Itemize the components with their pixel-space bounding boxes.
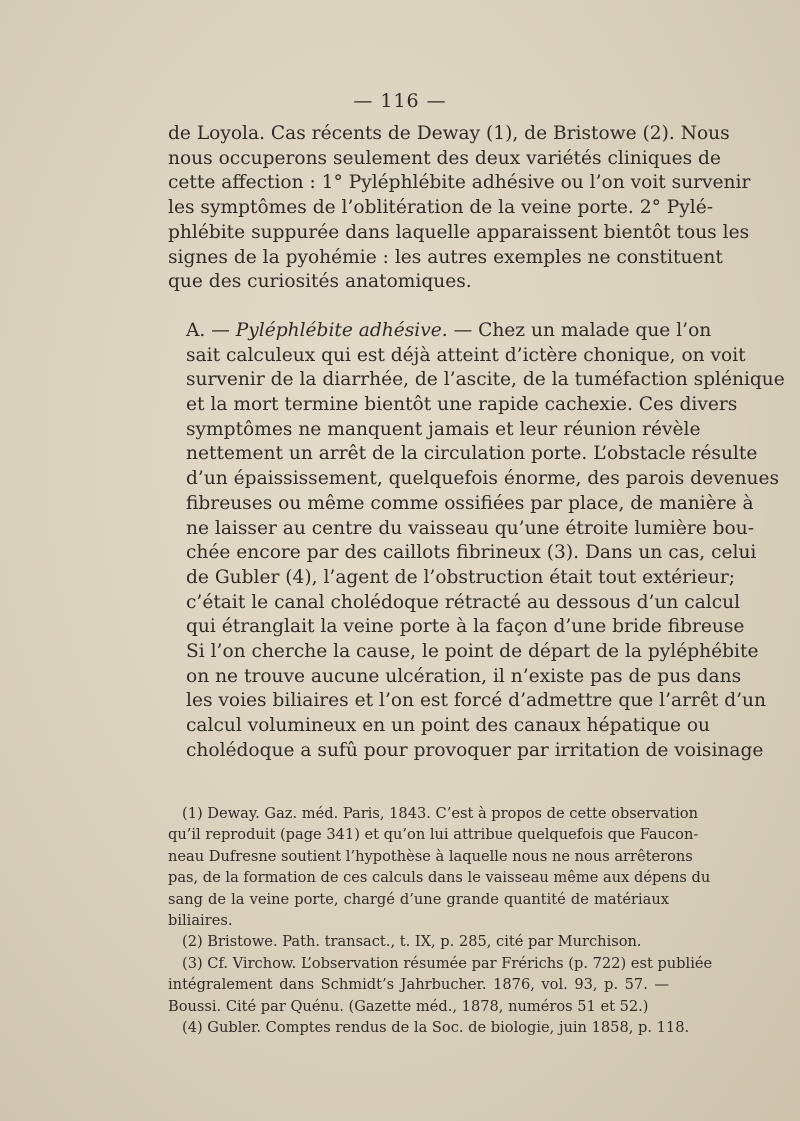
section-heading-title: Pyléphlébite adhésive. xyxy=(235,319,448,341)
footnote-line: (1) Deway. Gaz. méd. Paris, 1843. C’est à propos de cette observation xyxy=(182,805,698,822)
text-line: survenir de la diarrhée, de l’ascite, de la tuméfaction splénique xyxy=(186,369,785,391)
footnote-line: biliaires. xyxy=(168,912,233,930)
text-line: ne laisser au centre du vaisseau qu’une étroite lumière bou- xyxy=(186,517,754,539)
footnotes xyxy=(168,803,713,1038)
text-line: et la mort termine bientôt une rapide cachexie. Ces divers xyxy=(186,394,738,416)
text-line: sait calculeux qui est déjà atteint d’ictère chonique, on voit xyxy=(186,344,746,366)
text-line: nous occuperons seulement des deux variétés cliniques de xyxy=(168,147,721,169)
footnote-line: Boussi. Cité par Quénu. (Gazette méd., 1878, numéros 51 et 52.) xyxy=(168,997,649,1015)
paragraph-2 xyxy=(168,319,785,764)
page-number: — 116 — xyxy=(353,90,447,112)
body-text xyxy=(168,122,785,764)
text-line: cette affection : 1° Pyléphlébite adhésive ou l’on voit survenir xyxy=(168,172,751,194)
text-line: symptômes ne manquent jamais et leur réunion révèle xyxy=(186,418,701,440)
section-heading-suffix: — Chez un malade que l’on xyxy=(447,319,712,341)
text-line: calcul volumineux en un point des canaux hépatique ou xyxy=(186,715,711,737)
text-line: d’un épaississement, quelquefois énorme, des parois devenues xyxy=(186,468,780,490)
footnote-line: (3) Cf. Virchow. L’observation résumée par Frérichs (p. 722) est publiée xyxy=(182,954,713,972)
footnote-2 xyxy=(168,931,669,952)
text-line: de Gubler (4), l’agent de l’obstruction était tout extérieur; xyxy=(186,566,736,588)
footnote-line: (2) Bristowe. Path. transact., t. IX, p. 285, cité par Murchison. xyxy=(182,933,642,951)
text-line: cholédoque a sufû pour provoquer par irritation de voisinage xyxy=(186,739,764,761)
text-line: c’était le canal cholédoque rétracté au dessous d’un calcul xyxy=(186,591,741,613)
footnote-3 xyxy=(168,953,713,1017)
footnote-line: sang de la veine porte, chargé d’une grande quantité de matériaux xyxy=(168,890,669,908)
footnote-line: qu’il reproduit (page 341) et qu’on lui attribue quelquefois que Faucon- xyxy=(168,826,699,844)
text-line: signes de la pyohémie : les autres exemples ne constituent xyxy=(168,246,723,268)
text-line: les voies biliaires et l’on est forcé d’admettre que l’arrêt d’un xyxy=(186,690,767,712)
text-line: qui étranglait la veine porte à la façon d’une bride fibreuse xyxy=(186,616,745,638)
paragraph-1 xyxy=(168,122,751,295)
text-line: que des curiosités anatomiques. xyxy=(168,271,472,293)
footnote-4 xyxy=(168,1017,690,1038)
text-line: fibreuses ou même comme ossifiées par place, de manière à xyxy=(186,492,754,514)
footnote-line: pas, de la formation de ces calculs dans le vaisseau même aux dépens du xyxy=(168,869,711,887)
text-line: Si l’on cherche la cause, le point de départ de la pyléphébite xyxy=(186,641,759,663)
footnote-line: neau Dufresne soutient l’hypothèse à laquelle nous ne nous arrêterons xyxy=(168,847,693,865)
text-line: nettement un arrêt de la circulation porte. L’obstacle résulte xyxy=(186,443,758,465)
text-line: on ne trouve aucune ulcération, il n’existe pas de pus dans xyxy=(186,665,742,687)
text-line: chée encore par des caillots fibrineux (3). Dans un cas, celui xyxy=(186,542,757,564)
text-line: les symptômes de l’oblitération de la veine porte. 2° Pylé- xyxy=(168,197,714,219)
text-line: phlébite suppurée dans laquelle apparaissent bientôt tous les xyxy=(168,221,750,243)
footnote-line: intégralement dans Schmidt’s Jahrbucher. 1876, vol. 93, p. 57. — xyxy=(168,976,669,994)
section-heading-prefix: A. — xyxy=(186,319,236,341)
footnote-1 xyxy=(168,803,711,931)
section-heading-line xyxy=(168,319,712,344)
footnote-line: (4) Gubler. Comptes rendus de la Soc. de biologie, juin 1858, p. 118. xyxy=(182,1019,690,1037)
text-line: de Loyola. Cas récents de Deway (1), de Bristowe (2). Nous xyxy=(168,123,730,144)
